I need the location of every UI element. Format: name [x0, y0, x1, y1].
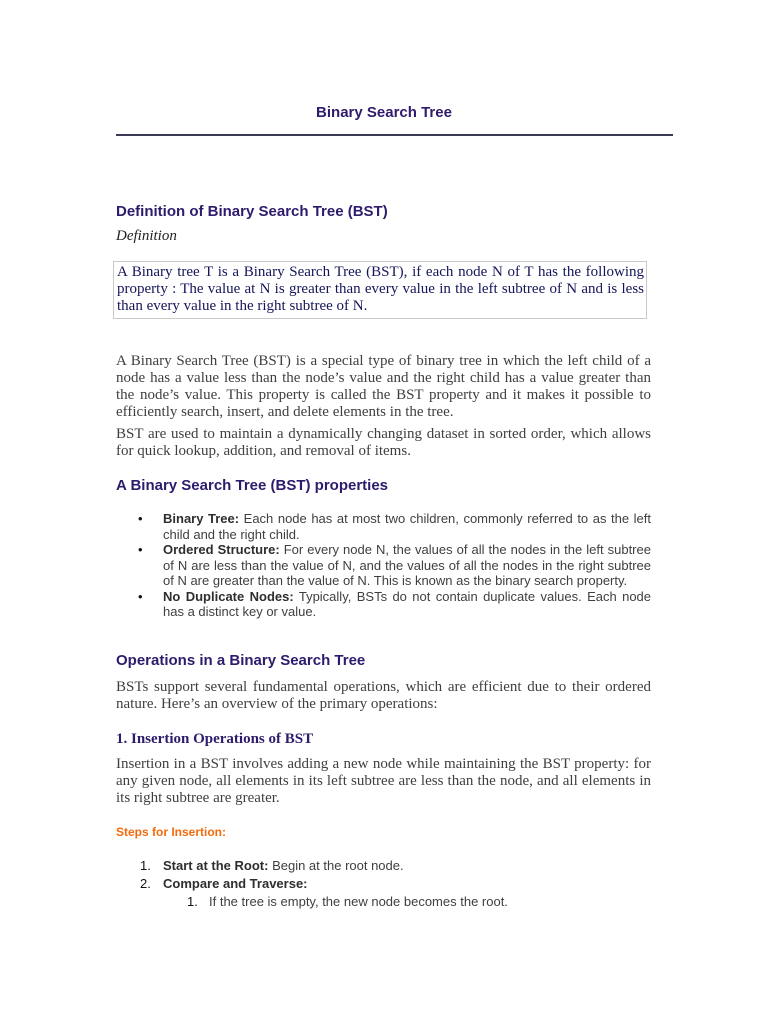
list-item: [140, 857, 651, 875]
list-item: [138, 588, 652, 620]
step-term: Compare and Traverse:: [163, 876, 308, 891]
property-term: Ordered Structure:: [163, 542, 280, 557]
operations-heading: Operations in a Binary Search Tree: [116, 652, 366, 669]
definition-label: Definition: [116, 228, 177, 244]
step-number: 1.: [140, 858, 151, 873]
definition-box: A Binary tree T is a Binary Search Tree (BST), if each node N of T has the following property : The value at N is greater than every value in the left subtree of N and is less than every value in the right subtree of N.: [113, 261, 647, 319]
bullet-icon: •: [138, 588, 143, 604]
bullet-icon: •: [138, 542, 143, 557]
insertion-steps-list: [116, 857, 651, 911]
property-text: Each node has at most two children, commonly referred to as the left child and the right child.: [163, 511, 651, 542]
title-divider: [116, 134, 673, 136]
property-term: Binary Tree:: [163, 511, 240, 526]
insertion-paragraph: Insertion in a BST involves adding a new node while maintaining the BST property: for any given node, all elements in its left subtree are less than the node, and all elements in its right subtree are greater.: [116, 756, 651, 806]
insertion-heading: 1. Insertion Operations of BST: [116, 731, 314, 747]
properties-list: [116, 511, 651, 620]
property-text: For every node N, the values of all the nodes in the left subtree of N are less than the value of N, and the values of all the nodes in the right subtree of N are greater than the value of N. This is known as the binary search property.: [163, 542, 651, 588]
list-item: [138, 542, 651, 589]
step-number: 2.: [140, 876, 151, 891]
list-item: [187, 893, 651, 911]
document-title: Binary Search Tree: [316, 104, 452, 121]
step-term: Start at the Root:: [163, 858, 269, 873]
properties-heading: A Binary Search Tree (BST) properties: [116, 477, 389, 494]
substep-number: 1.: [187, 894, 198, 909]
intro-paragraph-2: BST are used to maintain a dynamically changing dataset in sorted order, which allows for quick lookup, addition, and removal of items.: [116, 426, 651, 459]
list-item: [138, 511, 651, 542]
insertion-substeps-list: [163, 893, 651, 911]
intro-paragraph-1: A Binary Search Tree (BST) is a special type of binary tree in which the left child of a node has a value less than the node’s value and the right child has a value greater than the node’s value. This property is called the BST property and it makes it possible to efficiently search, insert, and delete elements in the tree.: [116, 353, 651, 420]
property-text: Typically, BSTs do not contain duplicate values. Each node has a distinct key or value.: [163, 588, 652, 619]
list-item: [140, 875, 651, 911]
definition-heading: Definition of Binary Search Tree (BST): [116, 203, 388, 220]
property-term: No Duplicate Nodes:: [163, 588, 294, 604]
operations-intro: BSTs support several fundamental operations, which are efficient due to their ordered nature. Here’s an overview of the primary operations:: [116, 679, 651, 712]
substep-text: If the tree is empty, the new node becomes the root.: [209, 894, 508, 909]
steps-heading: Steps for Insertion:: [116, 825, 227, 839]
bullet-icon: •: [138, 511, 143, 526]
step-text: Begin at the root node.: [268, 858, 404, 873]
